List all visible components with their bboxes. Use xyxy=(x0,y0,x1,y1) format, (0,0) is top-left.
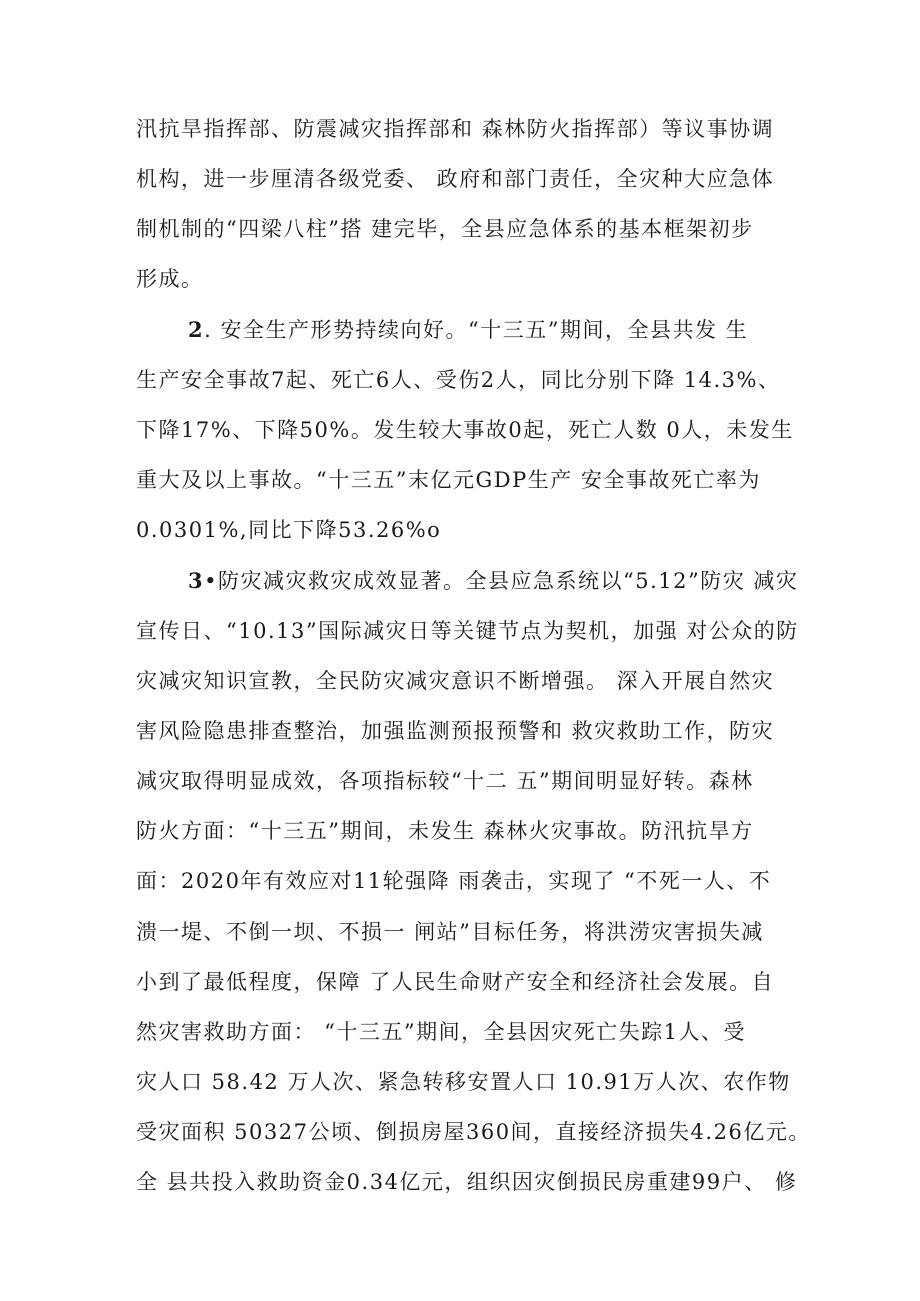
text-line: 灾人口 58.42 万人次、紧急转移安置人口 10.91万人次、农作物 xyxy=(136,1070,791,1094)
text-line: 溃一堤、不倒一坝、不损一 闸站”目标任务，将洪涝灾害损失减 xyxy=(136,920,764,944)
text-line: 重大及以上事故。“十三五”末亿元GDP生产 安全事故死亡率为 xyxy=(136,468,761,492)
text-line: 汛抗旱指挥部、防震减灾指挥部和 森林防火指挥部）等议事协调 xyxy=(136,117,775,141)
text-line: 减灾取得明显成效，各项指标较“十二 五”期间明显好转。森林 xyxy=(136,769,754,793)
text-line: 下降17%、下降50%。发生较大事故0起，死亡人数 0人，未发生 xyxy=(136,418,794,442)
text-line: 小到了最低程度，保障 了人民生命财产安全和经济社会发展。自 xyxy=(136,970,775,994)
text-line: 受灾面积 50327公顷、倒损房屋360间，直接经济损失4.26亿元。 xyxy=(136,1120,811,1144)
text-line: 面：2020年有效应对11轮强降 雨袭击，实现了 “不死一人、不 xyxy=(136,869,772,893)
text-line: 然灾害救助方面： “十三五”期间，全县因灾死亡失踪1人、受 xyxy=(136,1020,747,1044)
text-line: 防火方面：“十三五”期间，未发生 森林火灾事故。防汛抗旱方 xyxy=(136,819,754,843)
text-span: •防灾减灾救灾成效显著。全县应急系统以“5.12”防灾 减灾 xyxy=(204,569,799,593)
paragraph-number: 2 xyxy=(188,317,205,342)
text-line: 全 县共投入救助资金0.34亿元，组织因灾倒损民房重建99户、 修 xyxy=(136,1170,798,1194)
text-line: 形成。 xyxy=(136,267,204,291)
text-line: 机构，进一步厘清各级党委、 政府和部门责任，全灾种大应急体 xyxy=(136,167,775,191)
text-line: 宣传日、“10.13”国际减灾日等关键节点为契机，加强 对公众的防 xyxy=(136,619,799,643)
text-line: 生产安全事故7起、死亡6人、受伤2人，同比分别下降 14.3%、 xyxy=(136,368,781,392)
text-line: 0.0301%,同比下降53.26%o xyxy=(136,518,442,542)
paragraph-number: 3 xyxy=(188,568,205,593)
text-line: 害风险隐患排查整治，加强监测预报预警和 救灾救助工作，防灾 xyxy=(136,719,775,743)
text-line: 制机制的“四梁八柱”搭 建完毕，全县应急体系的基本框架初步 xyxy=(136,217,754,241)
paragraph-3-first-line xyxy=(188,566,798,596)
paragraph-2-first-line xyxy=(188,315,748,345)
text-line: 灾减灾知识宣教，全民防灾减灾意识不断增强。 深入开展自然灾 xyxy=(136,669,775,693)
text-span: . 安全生产形势持续向好。“十三五”期间，全县共发 生 xyxy=(204,318,749,342)
